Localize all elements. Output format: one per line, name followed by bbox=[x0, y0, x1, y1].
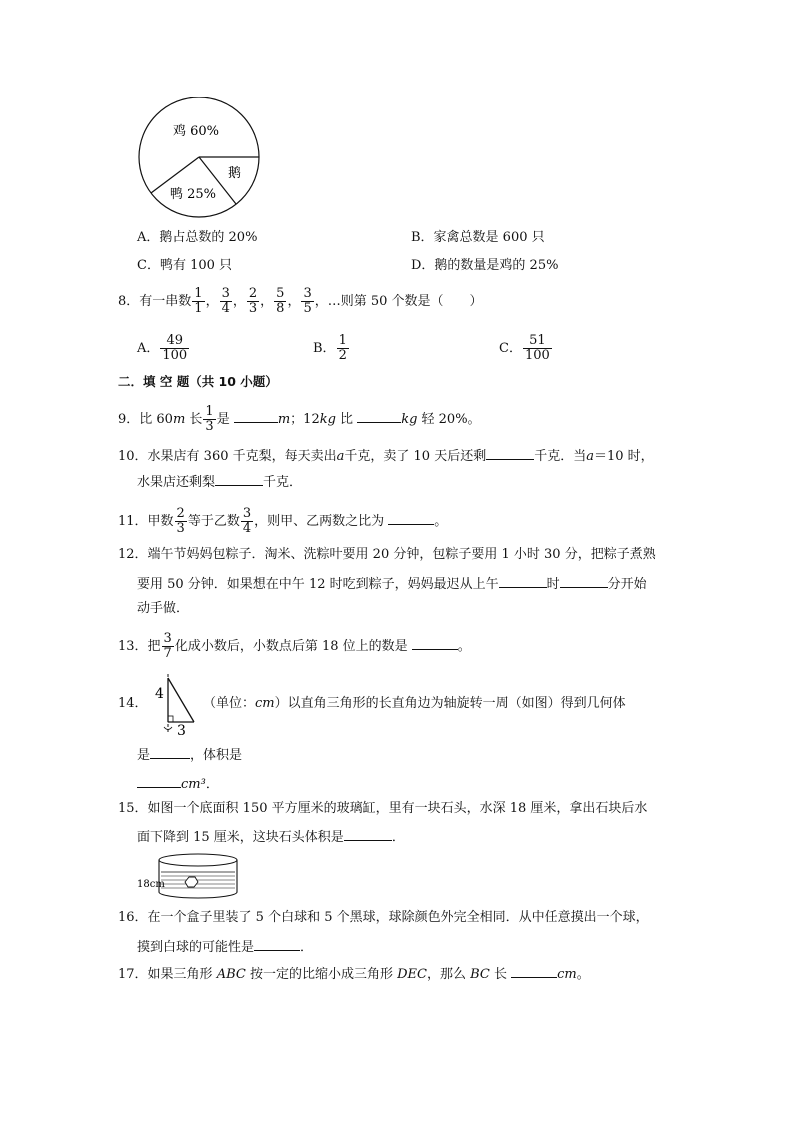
question-12-line-3: 动手做． bbox=[137, 601, 190, 616]
question-12-line-1: 12．端午节妈妈包粽子．淘米、洗粽叶要用 20 分钟，包粽子要用 1 小时 30 分，把粽子煮熟 bbox=[118, 547, 656, 562]
q14-blank-volume[interactable] bbox=[137, 773, 181, 788]
q8-frac-4: $\frac{5}{8}$ bbox=[276, 286, 285, 316]
question-15-line-1: 15．如图一个底面积 150 平方厘米的玻璃缸，里有一块石头，水深 18 厘米，拿出石块后水 bbox=[118, 801, 648, 816]
question-16-line-1: 16．在一个盒子里装了 5 个白球和 5 个黑球，球除颜色外完全相同．从中任意摸出一个球， bbox=[118, 910, 649, 925]
q8-frac-2: $\frac{3}{4}$ bbox=[221, 286, 230, 316]
q12-blank-minute[interactable] bbox=[560, 573, 608, 588]
q7-option-b: B．家禽总数是 600 只 bbox=[411, 230, 545, 245]
question-15-line-2: 面下降到 15 厘米，这块石头体积是 ． bbox=[137, 826, 405, 848]
question-16-line-2: 摸到白球的可能性是 ． bbox=[137, 936, 313, 958]
q7-option-d: D．鹅的数量是鸡的 25% bbox=[411, 258, 559, 273]
question-11: 11．甲数 $\frac{2}{3}$ 等于乙数 $\frac{3}{4}$ ，则甲、乙两数之比为 。 bbox=[118, 506, 448, 536]
q15-fish-tank-figure bbox=[137, 852, 239, 902]
q11-blank[interactable] bbox=[388, 510, 434, 525]
q15-blank[interactable] bbox=[344, 826, 392, 841]
poultry-pie-chart bbox=[133, 97, 265, 221]
question-17: 17．如果三角形 ABC 按一定的比缩小成三角形 DEC，那么 BC 长 cm。 bbox=[118, 963, 590, 985]
q14-blank-solid[interactable] bbox=[150, 744, 190, 759]
q7-option-a: A．鹅占总数的 20% bbox=[137, 230, 258, 245]
q10-blank-1[interactable] bbox=[486, 445, 534, 460]
q7-option-c: C．鸭有 100 只 bbox=[137, 258, 233, 273]
q8-option-a: A． $\frac{49}{100}$ bbox=[137, 333, 188, 363]
q8-frac-5: $\frac{3}{5}$ bbox=[303, 286, 312, 316]
q14-figure-height: 4 bbox=[155, 686, 164, 702]
q8-option-b: B． $\frac{1}{2}$ bbox=[313, 333, 347, 363]
pie-label-goose: 鹅 bbox=[228, 166, 242, 181]
q9-blank-1[interactable] bbox=[234, 408, 278, 423]
q8-frac-3: $\frac{2}{3}$ bbox=[248, 286, 258, 316]
q14-triangle-figure bbox=[150, 672, 202, 736]
question-12-line-2: 要用 50 分钟．如果想在中午 12 时吃到粽子，妈妈最迟从上午 时 分开始 bbox=[137, 573, 647, 595]
pie-label-duck: 鸭 25% bbox=[170, 187, 217, 202]
q12-blank-hour[interactable] bbox=[499, 573, 547, 588]
pie-label-chicken: 鸡 60% bbox=[173, 124, 220, 139]
question-9: 9．比 60m 长 $\frac{1}{3}$ 是 m；12kg 比 kg 轻 20%。 bbox=[118, 404, 481, 434]
q16-blank[interactable] bbox=[254, 936, 300, 951]
question-14-line-3: cm³． bbox=[137, 773, 219, 795]
question-14-line-2: 是 ，体积是 bbox=[137, 744, 242, 766]
question-13: 13．把 $\frac{3}{7}$ 化成小数后，小数点后第 18 位上的数是 。 bbox=[118, 631, 471, 661]
question-14-number: 14． bbox=[118, 696, 148, 711]
q8-option-c: C． $\frac{51}{100}$ bbox=[499, 333, 550, 363]
question-8: 8．有一串数 $\frac{1}{1}$ ， $\frac{3}{4}$ ， $\frac{2}{3}$ ， $\frac{5}{8}$ ， $\frac{3}{5}$ ，…则第 50 个数是（ ） bbox=[118, 286, 483, 316]
q10-blank-2[interactable] bbox=[215, 471, 263, 486]
q17-blank[interactable] bbox=[511, 963, 557, 978]
q9-blank-2[interactable] bbox=[357, 408, 401, 423]
q14-figure-base: 3 bbox=[177, 723, 186, 736]
q15-figure-depth-label: 18cm bbox=[137, 879, 165, 890]
question-14-line-1: （单位：cm）以直角三角形的长直角边为轴旋转一周（如图）得到几何体 bbox=[203, 696, 626, 711]
section-2-title: 二．填 空 题（共 10 小题） bbox=[118, 374, 278, 389]
question-10-line-1: 10．水果店有 360 千克梨，每天卖出a千克，卖了 10 天后还剩 千克．当a＝10 时， bbox=[118, 445, 654, 467]
q8-frac-1: $\frac{1}{1}$ bbox=[194, 286, 203, 316]
question-10-line-2: 水果店还剩梨 千克． bbox=[137, 471, 302, 493]
q13-blank[interactable] bbox=[412, 635, 458, 650]
